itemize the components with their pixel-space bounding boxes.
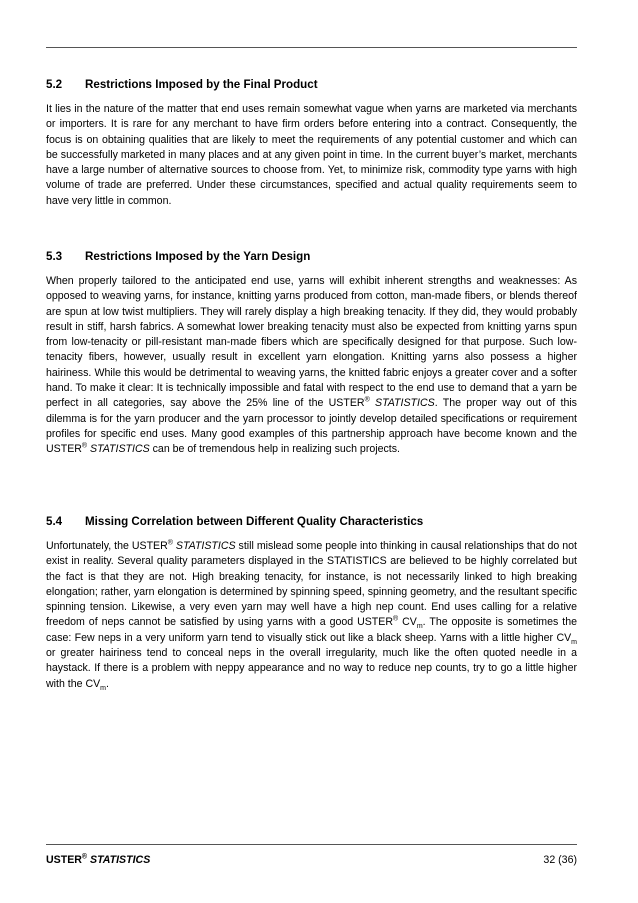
statistics-term: STATISTICS (90, 443, 150, 456)
cv-subscript: m (416, 623, 423, 631)
footer-brand (46, 853, 150, 867)
section-5-2 (46, 78, 577, 209)
section-5-3 (46, 250, 577, 458)
section-heading (46, 250, 577, 264)
registered-mark: ® (167, 539, 173, 547)
section-body: It lies in the nature of the matter that end uses remain somewhat vague when yarns are marketed via merchants or importers. It is rare for any merchant to have firm orders before entering into a contract. Consequently, the focus is on obtaining qualities that are likely to meet the requirements of any potential customer and which can be successfully marketed in many places and at any given point in time. In the current buyer’s market, merchants have a large number of alternative sources to choose from. Yet, to minimize risk, commodity type yarns with high volume of trade are preferred. Under these circumstances, specified and actual quality requirements seem to have very little in common. (46, 103, 577, 207)
section-title: Missing Correlation between Different Quality Characteristics (85, 515, 424, 528)
section-heading (46, 515, 577, 529)
section-body (46, 274, 577, 458)
registered-mark: ® (81, 853, 88, 861)
section-body (46, 539, 577, 692)
registered-mark: ® (364, 396, 370, 404)
footer-product: STATISTICS (90, 854, 151, 866)
body-text: or greater hairiness tend to conceal neps in the overall irregularity, much like the often quoted needle in a haystack. If there is a problem with neppy appearance and no way to reduce nep counts, try to go a little higher with the CV (46, 647, 577, 690)
registered-mark: ® (81, 442, 88, 450)
cv-subscript: m (571, 638, 577, 646)
body-text: When properly tailored to the anticipated end use, yarns will exhibit inherent strengths and weaknesses: As opposed to weaving yarns, for instance, knitting yarns produced from cotton, man-made fibers, or blends thereof are spun at low twist multipliers. They will rarely display a high breaking tenacity. If they did, they would probably result in stiff, harsh fabrics. A somewhat lower breaking tenacity must also be expected from knitting yarns spun from low-tenacity or pill-resistant man-made fibers which are specifically designed for that purpose. Such low-tenacity fibers, however, usually result in excellent yarn elongation. Knitting yarns also possess a higher hairiness. While this would be detrimental to weaving yarns, the knitted fabric enjoys a greater cover and a softer hand. To make it clear: It is technically impossible and fatal with respect to the end use to demand that a yarn be perfect in all categories, say above the 25% line of the USTER (46, 275, 577, 410)
section-5-4 (46, 515, 577, 692)
cv-term: CV (402, 616, 417, 629)
section-number: 5.3 (46, 250, 63, 263)
header-rule (46, 47, 577, 48)
body-text: . The proper way out of this dilemma is for the yarn producer and the yarn processor to jointly develop detailed specifications or requirement profiles for specific end uses. Many good examples of this partnership approach have become known and the USTER (46, 397, 577, 456)
cv-subscript: m (100, 684, 107, 692)
footer-rule (46, 844, 577, 845)
section-title: Restrictions Imposed by the Final Product (85, 78, 318, 91)
statistics-term: STATISTICS (175, 540, 236, 552)
footer-brand-name: USTER (46, 854, 82, 866)
section-number: 5.2 (46, 78, 63, 91)
statistics-term: STATISTICS (375, 397, 435, 410)
section-title: Restrictions Imposed by the Yarn Design (85, 250, 311, 263)
body-text: can be of tremendous help in realizing such projects. (149, 443, 400, 456)
page-number: 32 (36) (543, 854, 577, 866)
body-text: . The opposite is sometimes the case: Few neps in a very uniform yarn tend to visually stick out like a black sheep. Yarns with a little higher CV (46, 616, 577, 644)
section-number: 5.4 (46, 515, 63, 528)
body-text: . (106, 677, 109, 690)
body-text: Unfortunately, the USTER (46, 540, 168, 552)
body-text: still mislead some people into thinking in causal relationships that do not exist in reality. Several quality parameters displayed in the STATISTICS are believed to be highly correlated but the fact is that they are not. High breaking tenacity, for instance, is not necessarily linked to high breaking elongation; rather, yarn elongation is determined by spinning speed, spinning geometry, and the resultant specific spinning tension. Likewise, a very even yarn may well have a high nep count. End uses calling for a relative freedom of neps cannot be satisfied by using yarns with a good USTER (46, 540, 577, 629)
registered-mark: ® (392, 615, 399, 623)
section-heading (46, 78, 577, 92)
